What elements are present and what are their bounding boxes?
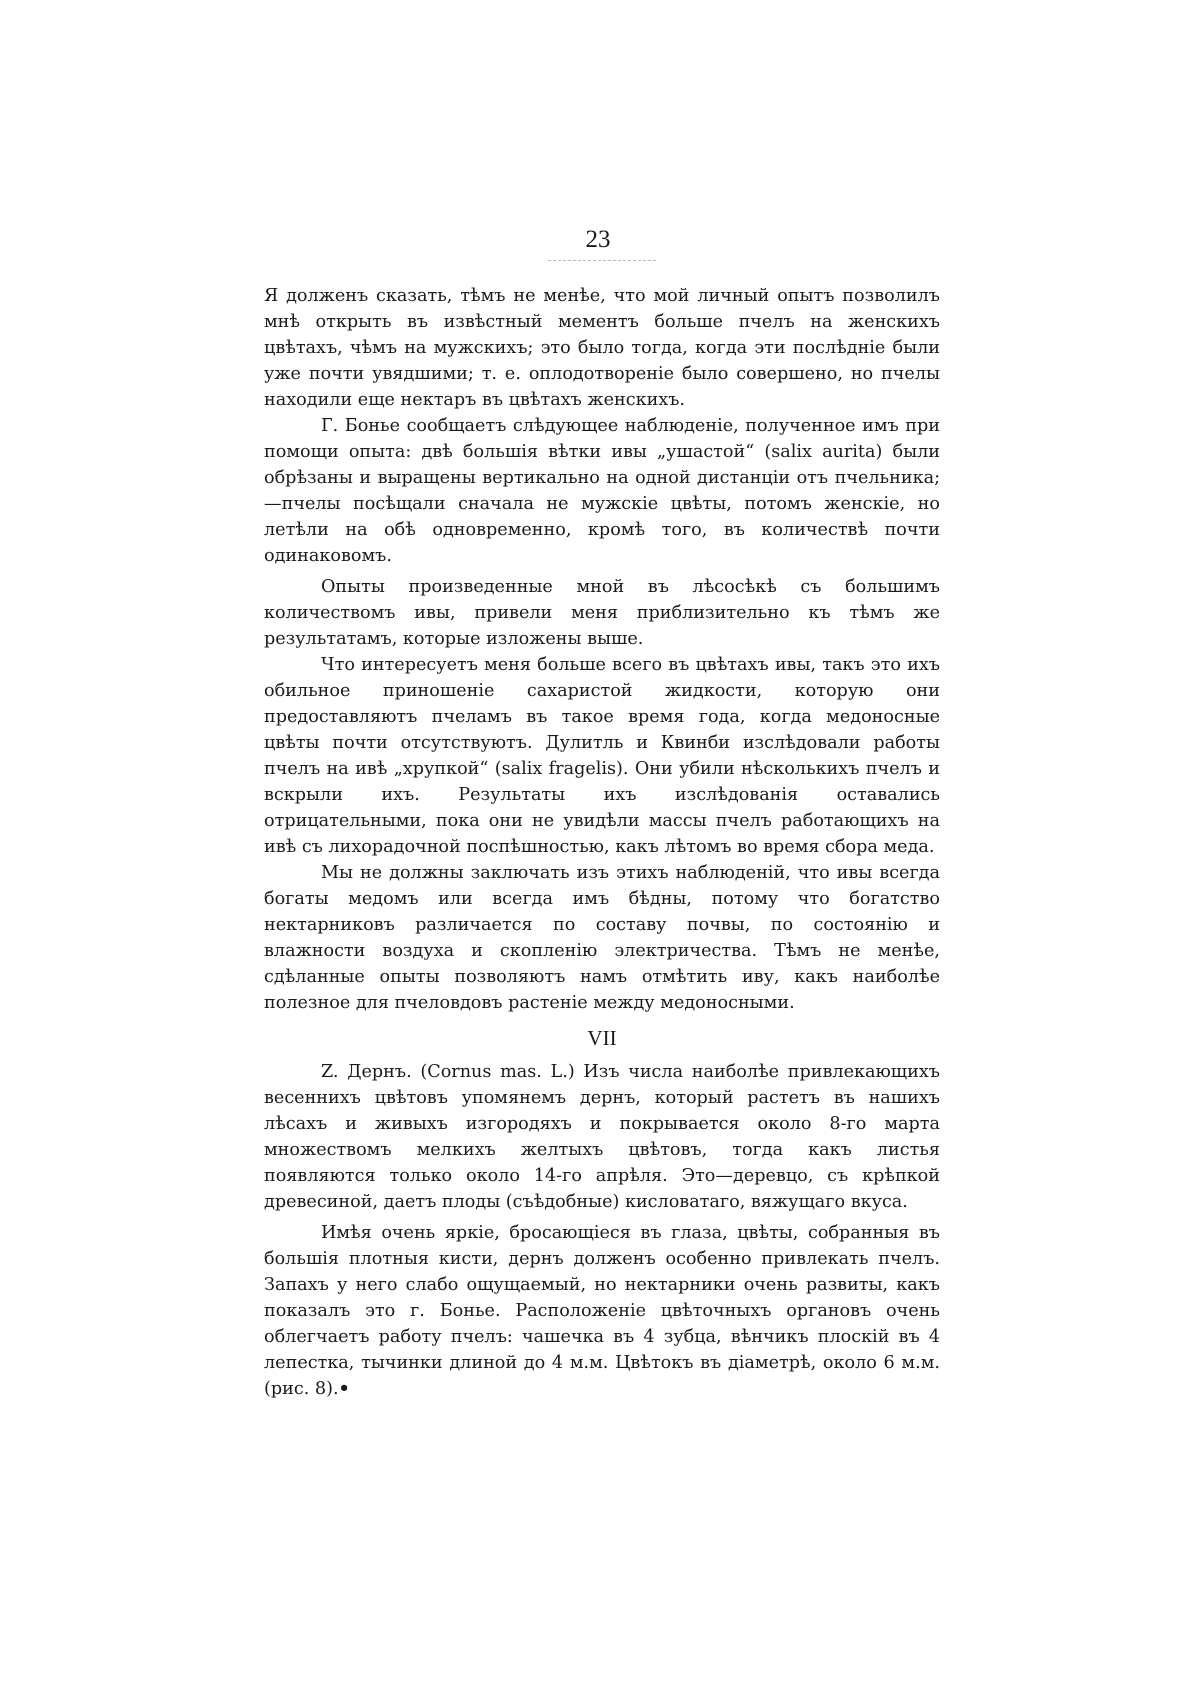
paragraph-2: Г. Боньe сообщаетъ слѣдующее наблюденіе, полученное имъ при помощи опыта: двѣ большія вѣтки ивы „ушастой“ (salix aurita) были обрѣзаны и выращены вертикально на одной дистанціи отъ пчельника;—пчелы посѣщали сначала не мужскіе цвѣты, потомъ женскіе, но летѣли на обѣ одновременно, кромѣ того, въ количествѣ почти одинаковомъ. bbox=[264, 416, 940, 566]
page-number-rule bbox=[548, 260, 656, 261]
paragraph-4: Что интересуетъ меня больше всего въ цвѣтахъ ивы, такъ это ихъ обильное приношеніе сахаристой жидкости, которую они предоставляютъ пчеламъ въ такое время года, когда медоносные цвѣты почти отсутствуютъ. Дулитль и Квинби изслѣдовали работы пчелъ на ивѣ „хрупкой“ (salix fragelis). Они убили нѣсколькихъ пчелъ и вскрыли ихъ. Результаты ихъ изслѣдованія оставались отрицательными, пока они не увидѣли массы пчелъ работающихъ на ивѣ съ лихорадочной поспѣшностью, какъ лѣтомъ во время сбора меда. bbox=[264, 655, 940, 857]
paragraph-7: Имѣя очень яркіе, бросающіеся въ глаза, цвѣты, собранныя въ большія плотныя кисти, дернъ долженъ особенно привлекать пчелъ. Запахъ у него слабо ощущаемый, но нектарники очень развиты, какъ показалъ это г. Боньe. Расположеніе цвѣточныхъ органовъ очень облегчаетъ работу пчелъ: чашечка въ 4 зубца, вѣнчикъ плоскій въ 4 лепестка, тычинки длиной до 4 м.м. Цвѣтокъ въ діаметрѣ, около 6 м.м. (рис. 8).• bbox=[264, 1223, 940, 1399]
paragraph-3: Опыты произведенные мной въ лѣсосѣкѣ съ большимъ количествомъ ивы, привели меня приблизительно къ тѣмъ же результатамъ, которые изложены выше. bbox=[264, 577, 940, 649]
paragraph-5: Мы не должны заключать изъ этихъ наблюденій, что ивы всегда богаты медомъ или всегда имъ бѣдны, потому что богатство нектарниковъ различается по составу почвы, по состоянію и влажности воздуха и скопленію электричества. Тѣмъ не менѣе, сдѣланные опыты позволяютъ намъ отмѣтить иву, какъ наиболѣе полезное для пчеловдовъ растеніе между медоносными. bbox=[264, 863, 940, 1013]
section-heading: VII bbox=[587, 1026, 617, 1050]
paragraph-1: Я долженъ сказать, тѣмъ не менѣе, что мой личный опытъ позволилъ мнѣ открыть въ извѣстный мементъ больше пчелъ на женскихъ цвѣтахъ, чѣмъ на мужскихъ; это было тогда, когда эти послѣдніе были уже почти увядшими; т. е. оплодотвореніе было совершено, но пчелы находили еще нектаръ въ цвѣтахъ женскихъ. bbox=[264, 286, 940, 410]
text-block bbox=[264, 283, 940, 1402]
paragraph-6: Z. Дернъ. (Cornus mas. L.) Изъ числа наиболѣе привлекающихъ весеннихъ цвѣтовъ упомянемъ дернъ, который растетъ въ нашихъ лѣсахъ и живыхъ изгородяхъ и покрывается около 8-го марта множествомъ мелкихъ желтыхъ цвѣтовъ, тогда какъ листья появляются только около 14-го апрѣля. Это—деревцо, съ крѣпкой древесиной, даетъ плоды (съѣдобные) кисловатаго, вяжущаго вкуса. bbox=[264, 1062, 940, 1212]
bullet-mark: • bbox=[338, 1378, 350, 1399]
page-number: 23 bbox=[585, 226, 611, 253]
